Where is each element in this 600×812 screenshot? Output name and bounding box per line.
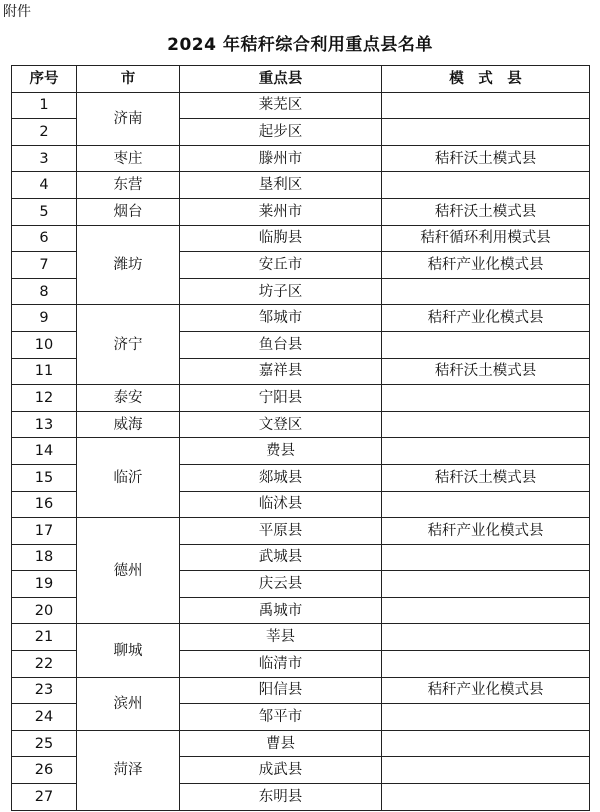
row-model: 秸秆产业化模式县 xyxy=(382,252,590,279)
row-model xyxy=(382,278,590,305)
table-row xyxy=(12,92,590,119)
row-model xyxy=(382,624,590,651)
row-model xyxy=(382,385,590,412)
table-row xyxy=(12,145,590,172)
row-model xyxy=(382,411,590,438)
column-header-county: 重点县 xyxy=(180,66,382,93)
row-county: 庆云县 xyxy=(180,571,382,598)
row-number: 18 xyxy=(12,544,77,571)
row-number: 27 xyxy=(12,784,77,811)
table-row xyxy=(12,198,590,225)
row-number: 22 xyxy=(12,651,77,678)
row-city: 临沂 xyxy=(77,438,180,518)
row-city: 滨州 xyxy=(77,677,180,730)
row-model: 秸秆沃土模式县 xyxy=(382,464,590,491)
row-county: 邹城市 xyxy=(180,305,382,332)
row-number: 10 xyxy=(12,331,77,358)
row-city: 菏泽 xyxy=(77,730,180,810)
row-county: 莱州市 xyxy=(180,198,382,225)
row-model: 秸秆沃土模式县 xyxy=(382,145,590,172)
row-city: 烟台 xyxy=(77,198,180,225)
row-number: 25 xyxy=(12,730,77,757)
table-row xyxy=(12,172,590,199)
table-header-row xyxy=(12,66,590,93)
table-row xyxy=(12,385,590,412)
row-model xyxy=(382,331,590,358)
row-city: 济南 xyxy=(77,92,180,145)
row-number: 9 xyxy=(12,305,77,332)
row-number: 4 xyxy=(12,172,77,199)
row-model: 秸秆循环利用模式县 xyxy=(382,225,590,252)
row-model xyxy=(382,92,590,119)
row-county: 阳信县 xyxy=(180,677,382,704)
table-row xyxy=(12,305,590,332)
row-number: 2 xyxy=(12,119,77,146)
row-model xyxy=(382,119,590,146)
table-row xyxy=(12,677,590,704)
row-county: 莱芜区 xyxy=(180,92,382,119)
row-number: 14 xyxy=(12,438,77,465)
row-number: 8 xyxy=(12,278,77,305)
row-model xyxy=(382,730,590,757)
row-county: 费县 xyxy=(180,438,382,465)
row-county: 邹平市 xyxy=(180,704,382,731)
row-county: 宁阳县 xyxy=(180,385,382,412)
row-county: 东明县 xyxy=(180,784,382,811)
row-county: 禹城市 xyxy=(180,597,382,624)
table-row xyxy=(12,225,590,252)
table-row xyxy=(12,730,590,757)
row-county: 坊子区 xyxy=(180,278,382,305)
row-number: 17 xyxy=(12,518,77,545)
row-number: 13 xyxy=(12,411,77,438)
row-model: 秸秆产业化模式县 xyxy=(382,305,590,332)
row-number: 3 xyxy=(12,145,77,172)
row-model xyxy=(382,651,590,678)
row-county: 嘉祥县 xyxy=(180,358,382,385)
row-city: 济宁 xyxy=(77,305,180,385)
row-county: 曹县 xyxy=(180,730,382,757)
row-number: 15 xyxy=(12,464,77,491)
row-city: 聊城 xyxy=(77,624,180,677)
row-number: 1 xyxy=(12,92,77,119)
row-number: 16 xyxy=(12,491,77,518)
row-model xyxy=(382,757,590,784)
column-header-model: 模 式 县 xyxy=(382,66,590,93)
row-county: 起步区 xyxy=(180,119,382,146)
row-model: 秸秆产业化模式县 xyxy=(382,518,590,545)
row-city: 泰安 xyxy=(77,385,180,412)
row-county: 临清市 xyxy=(180,651,382,678)
row-model xyxy=(382,491,590,518)
attachment-label: 附件 xyxy=(3,4,31,20)
row-number: 20 xyxy=(12,597,77,624)
row-number: 5 xyxy=(12,198,77,225)
row-number: 11 xyxy=(12,358,77,385)
column-header-number: 序号 xyxy=(12,66,77,93)
table-row xyxy=(12,518,590,545)
row-number: 26 xyxy=(12,757,77,784)
row-county: 平原县 xyxy=(180,518,382,545)
row-number: 12 xyxy=(12,385,77,412)
page-title: 2024 年秸秆综合利用重点县名单 xyxy=(167,35,433,55)
row-model xyxy=(382,597,590,624)
row-model xyxy=(382,544,590,571)
row-model xyxy=(382,172,590,199)
row-county: 滕州市 xyxy=(180,145,382,172)
row-model: 秸秆沃土模式县 xyxy=(382,358,590,385)
row-model: 秸秆产业化模式县 xyxy=(382,677,590,704)
row-city: 威海 xyxy=(77,411,180,438)
row-city: 德州 xyxy=(77,518,180,624)
row-county: 鱼台县 xyxy=(180,331,382,358)
table-row xyxy=(12,624,590,651)
row-county: 成武县 xyxy=(180,757,382,784)
row-city: 东营 xyxy=(77,172,180,199)
row-county: 郯城县 xyxy=(180,464,382,491)
row-city: 潍坊 xyxy=(77,225,180,305)
row-county: 武城县 xyxy=(180,544,382,571)
row-county: 文登区 xyxy=(180,411,382,438)
row-number: 6 xyxy=(12,225,77,252)
row-city: 枣庄 xyxy=(77,145,180,172)
row-model xyxy=(382,438,590,465)
row-number: 7 xyxy=(12,252,77,279)
row-county: 莘县 xyxy=(180,624,382,651)
row-county: 安丘市 xyxy=(180,252,382,279)
row-county: 垦利区 xyxy=(180,172,382,199)
row-county: 临沭县 xyxy=(180,491,382,518)
row-model xyxy=(382,704,590,731)
row-model: 秸秆沃土模式县 xyxy=(382,198,590,225)
row-county: 临朐县 xyxy=(180,225,382,252)
county-list-table xyxy=(11,65,590,811)
row-number: 24 xyxy=(12,704,77,731)
table-row xyxy=(12,411,590,438)
row-number: 21 xyxy=(12,624,77,651)
row-number: 23 xyxy=(12,677,77,704)
table-body xyxy=(12,92,590,810)
row-model xyxy=(382,784,590,811)
table-row xyxy=(12,438,590,465)
row-number: 19 xyxy=(12,571,77,598)
column-header-city: 市 xyxy=(77,66,180,93)
row-model xyxy=(382,571,590,598)
